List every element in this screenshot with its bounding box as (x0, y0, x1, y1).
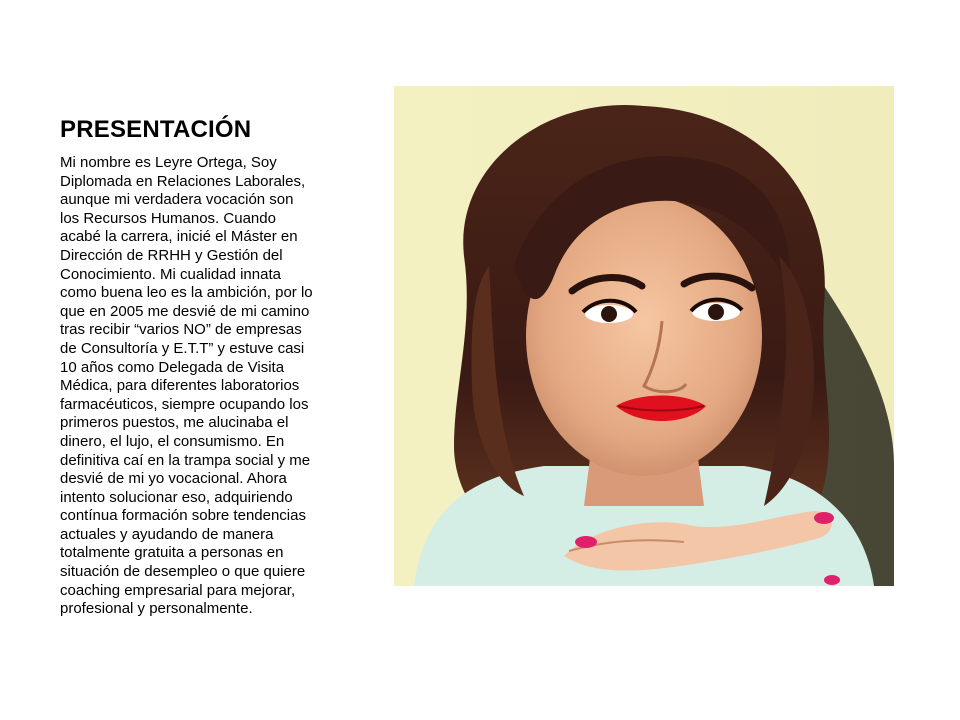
text-line: primeros puestos, me alucinaba el (60, 414, 289, 432)
text-line: que en 2005 me desvié de mi camino (60, 302, 310, 320)
text-line: Mi nombre es Leyre Ortega, Soy (60, 154, 277, 171)
text-line: coaching empresarial para mejorar, (60, 581, 296, 599)
text-line: dinero, el lujo, el consumismo. En (60, 432, 285, 450)
text-line: totalmente gratuita a personas en (60, 544, 284, 562)
text-line: Médica, para diferentes laboratorios (60, 377, 300, 395)
text-line: de Consultoría y E.T.T” y estuve casi (60, 339, 305, 357)
text-line: como buena leo es la ambición, por lo (60, 284, 313, 302)
portrait-photo (394, 86, 894, 586)
text-line: desvié de mi yo vocacional. Ahora (60, 470, 287, 488)
nail (814, 512, 834, 524)
text-line: 10 años como Delegada de Visita (60, 358, 285, 376)
text-line: tras recibir “varios NO” de empresas (60, 321, 302, 339)
text-line: acabé la carrera, inicié el Máster en (60, 228, 298, 246)
text-line: Conocimiento. Mi cualidad innata (60, 265, 281, 283)
presentation-text (60, 154, 364, 619)
text-line: Dirección de RRHH y Gestión del (60, 246, 283, 264)
nail (575, 536, 597, 548)
text-line: contínua formación sobre tendencias (60, 507, 306, 525)
text-line: los Recursos Humanos. Cuando (60, 209, 276, 227)
text-line: aunque mi verdadera vocación son (60, 191, 294, 209)
text-line: situación de desempleo o que quiere (60, 563, 306, 581)
text-line: intento solucionar eso, adquiriendo (60, 488, 293, 506)
text-line: actuales y ayudando de manera (60, 525, 274, 543)
slide-title: PRESENTACIÓN (60, 116, 252, 143)
text-line: definitiva caí en la trampa social y me (60, 451, 311, 469)
text-line: profesional y personalmente. (60, 600, 253, 618)
nail (824, 575, 840, 585)
text-line: farmacéuticos, siempre ocupando los (60, 395, 309, 413)
text-line: Diplomada en Relaciones Laborales, (60, 172, 306, 190)
